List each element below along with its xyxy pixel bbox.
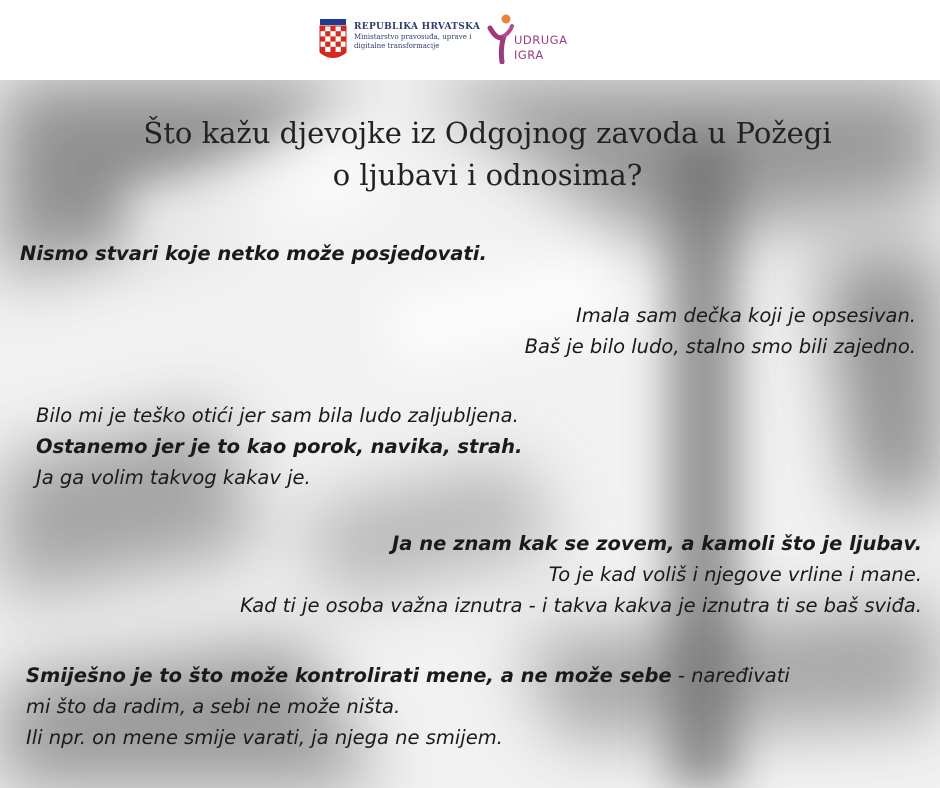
quote-3-line-1: Bilo mi je teško otići jer sam bila ludo zaljubljena. [36, 404, 519, 427]
quote-4-line-3: Kad ti je osoba važna iznutra - i takva kakva je iznutra ti se baš sviđa. [240, 594, 922, 617]
udruga-label: UDRUGA [514, 33, 568, 47]
croatian-coat-of-arms-icon [318, 19, 348, 61]
quote-1 [20, 238, 487, 269]
title-line2: o ljubavi i odnosima? [332, 158, 643, 192]
igra-label: IGRA [514, 48, 544, 62]
ministry-subtitle-line2: digitalne transformacije [354, 42, 440, 50]
header-bar [0, 0, 940, 80]
quote-3-line-2: Ostanemo jer je to kao porok, navika, strah. [36, 435, 523, 458]
quote-3-line-3: Ja ga volim takvog kakav je. [36, 466, 311, 489]
quote-2-line-1: Imala sam dečka koji je opsesivan. [575, 304, 916, 327]
quote-5-line-2: mi što da radim, a sebi ne može ništa. [26, 695, 401, 718]
quote-4-line-2: To je kad voliš i njegove vrline i mane. [548, 563, 922, 586]
quote-5-bold: Smiješno je to što može kontrolirati mene, a ne može sebe [26, 664, 672, 687]
quote-4 [240, 528, 922, 621]
page-title [0, 112, 940, 196]
quote-1-line: Nismo stvari koje netko može posjedovati. [20, 242, 487, 265]
quote-5-rest: - naređivati [671, 664, 790, 687]
quote-2-line-2: Baš je bilo ludo, stalno smo bili zajedno. [524, 335, 916, 358]
quote-4-line-1: Ja ne znam kak se zovem, a kamoli što je ljubav. [392, 532, 922, 555]
quote-5-line-1 [26, 660, 790, 691]
ministry-title: REPUBLIKA HRVATSKA [354, 22, 481, 32]
quote-2 [525, 300, 916, 362]
ministry-subtitle-line1: Ministarstvo pravosuđa, uprave i [354, 33, 472, 41]
quote-5 [26, 660, 790, 753]
quote-3 [36, 400, 522, 493]
title-line1: Što kažu djevojke iz Odgojnog zavoda u Požegi [143, 116, 832, 150]
quote-5-line-3: Ili npr. on mene smije varati, ja njega ne smijem. [26, 726, 503, 749]
